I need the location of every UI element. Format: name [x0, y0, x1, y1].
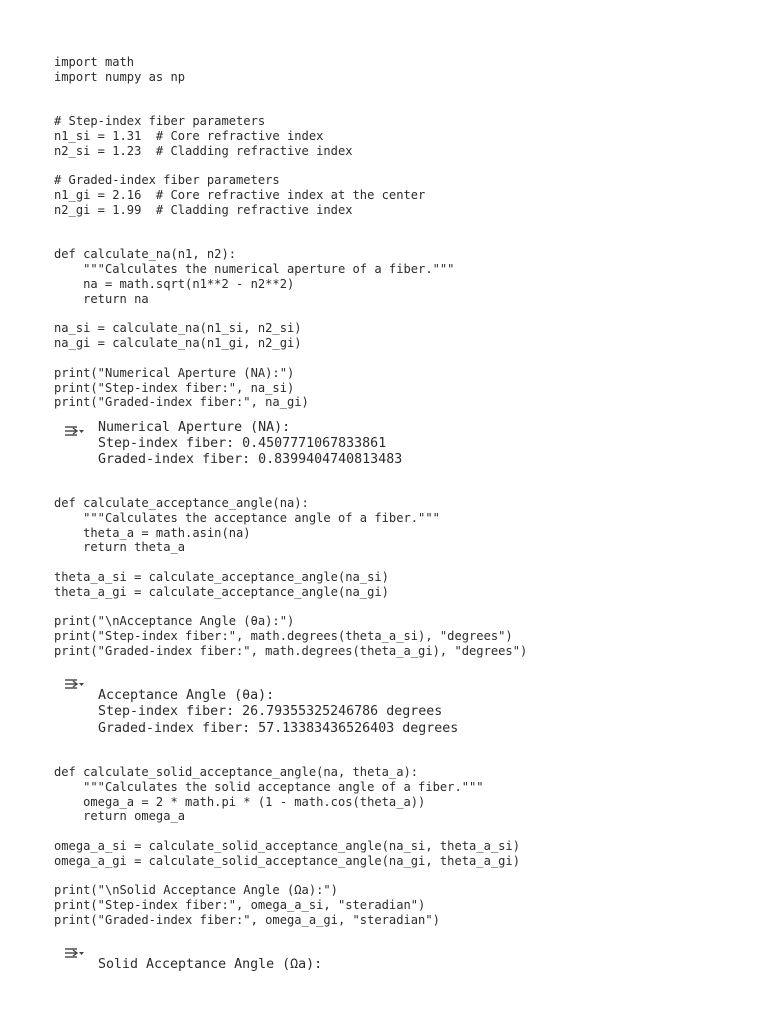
output-cell-3: Solid Acceptance Angle (Ωa):	[98, 957, 323, 973]
code-cell-2[interactable]: def calculate_acceptance_angle(na): """Calculates the acceptance angle of a fiber.""" theta_a = math.asin(na) return theta_a theta_a_si = calculate_acceptance_angle(na_si) theta_a_gi = calculate_acceptance_angle(na_gi) print("\nAcceptance Angle (θa):") print("Step-index fiber:", math.degrees(theta_a_si), "degrees") print("Graded-index fiber:", math.degrees(theta_a_gi), "degrees")	[54, 496, 528, 658]
output-toggle-icon[interactable]	[62, 944, 86, 962]
output-toggle-icon[interactable]	[62, 675, 86, 693]
output-cell-2: Acceptance Angle (θa): Step-index fiber: 26.79355325246786 degrees Graded-index fiber: 57.13383436526403 degrees	[98, 688, 459, 736]
output-cell-1: Numerical Aperture (NA): Step-index fiber: 0.4507771067833861 Graded-index fiber: 0.8399404740813483	[98, 420, 403, 468]
code-cell-1[interactable]: import math import numpy as np # Step-index fiber parameters n1_si = 1.31 # Core refractive index n2_si = 1.23 # Cladding refractive index # Graded-index fiber parameters n1_gi = 2.16 # Core refractive index at the center n2_gi = 1.99 # Cladding refractive index def calculate_na(n1, n2): """Calculates the numerical aperture of a fiber.""" na = math.sqrt(n1**2 - n2**2) return na na_si = calculate_na(n1_si, n2_si) na_gi = calculate_na(n1_gi, n2_gi) print("Numerical Aperture (NA):") print("Step-index fiber:", na_si) print("Graded-index fiber:", na_gi)	[54, 55, 455, 410]
output-toggle-icon[interactable]	[62, 422, 86, 440]
code-cell-3[interactable]: def calculate_solid_acceptance_angle(na, theta_a): """Calculates the solid acceptance angle of a fiber.""" omega_a = 2 * math.pi * (1 - math.cos(theta_a)) return omega_a omega_a_si = calculate_solid_acceptance_angle(na_si, theta_a_si) omega_a_gi = calculate_solid_acceptance_angle(na_gi, theta_a_gi) print("\nSolid Acceptance Angle (Ωa):") print("Step-index fiber:", omega_a_si, "steradian") print("Graded-index fiber:", omega_a_gi, "steradian")	[54, 765, 520, 927]
